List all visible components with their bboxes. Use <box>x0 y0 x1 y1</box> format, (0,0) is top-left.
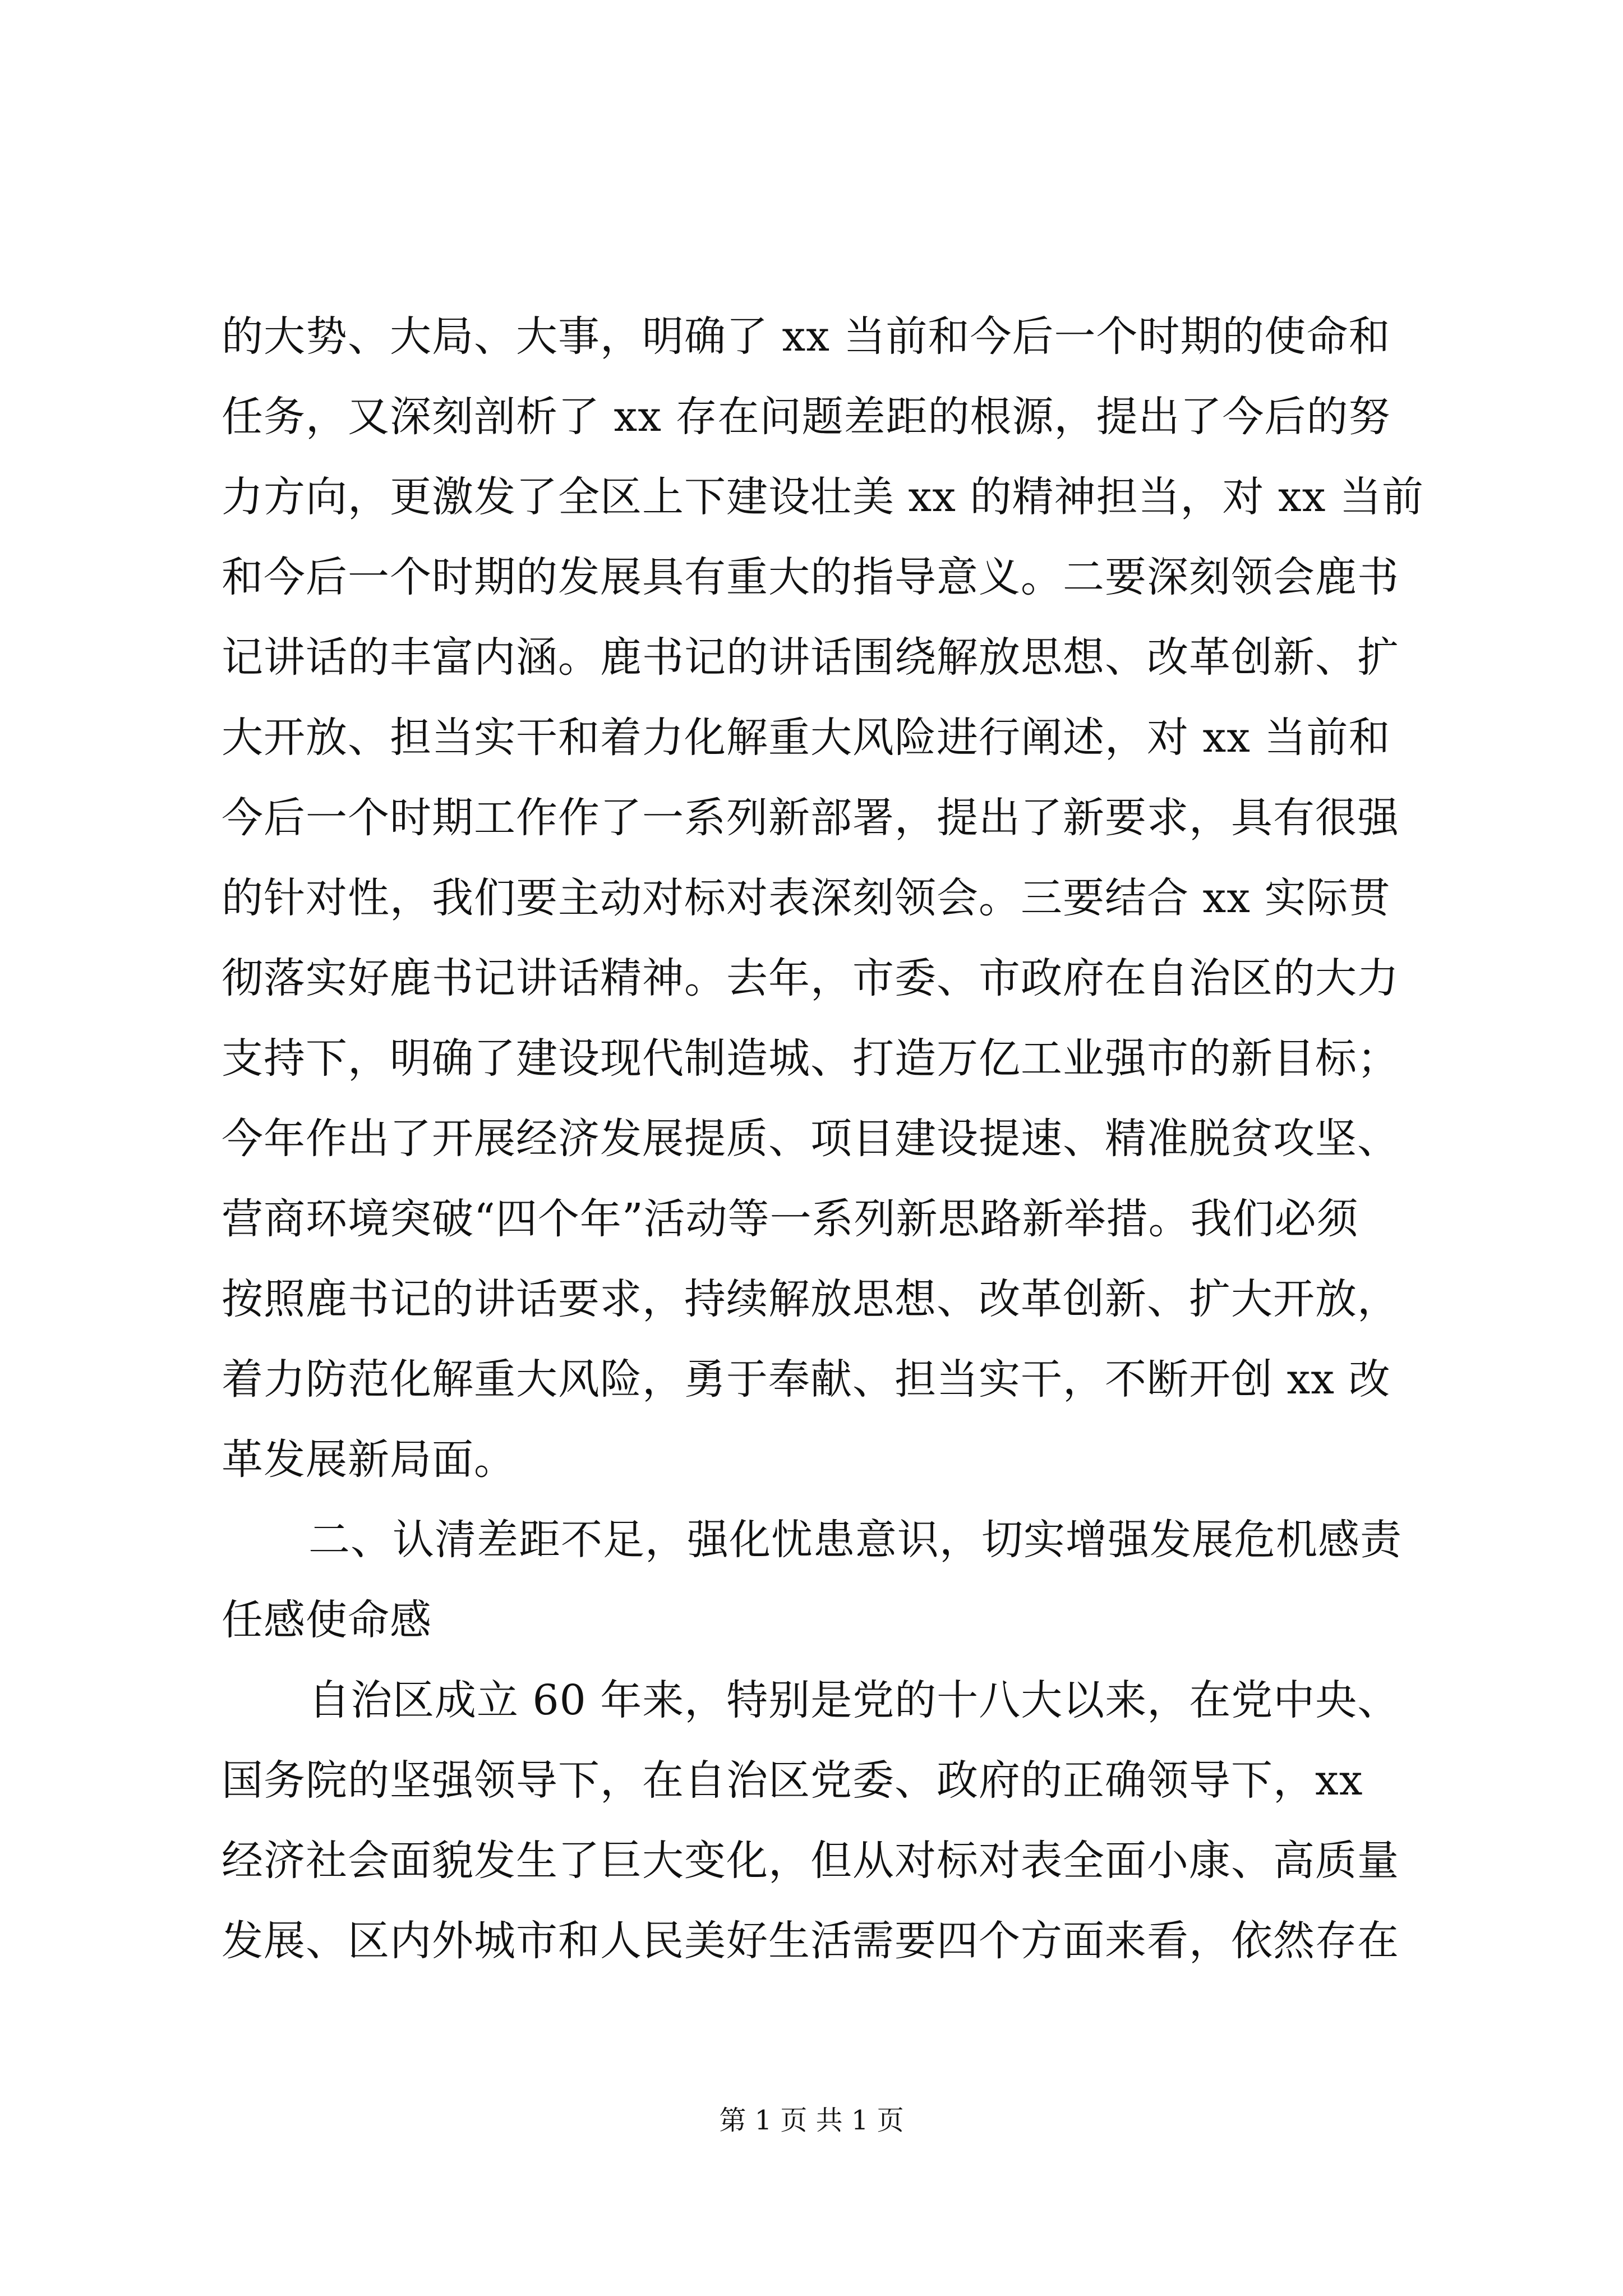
text-line: 革发展新局面。 <box>222 1435 516 1484</box>
page-footer: 第 1 页 共 1 页 <box>719 2105 904 2136</box>
text-line: 的针对性，我们要主动对标对表深刻领会。三要结合 xx 实际贯 <box>222 874 1391 922</box>
text-line: 按照鹿书记的讲话要求，持续解放思想、改革创新、扩大开放， <box>222 1275 1399 1323</box>
section-heading-line: 任感使命感 <box>222 1596 432 1644</box>
text-line: 大开放、担当实干和着力化解重大风险进行阐述，对 xx 当前和 <box>222 714 1391 762</box>
text-line: 今年作出了开展经济发展提质、项目建设提速、精准脱贫攻坚、 <box>222 1115 1399 1163</box>
text-line: 记讲话的丰富内涵。鹿书记的讲话围绕解放思想、改革创新、扩 <box>222 633 1399 682</box>
text-line: 力方向，更激发了全区上下建设壮美 xx 的精神担当，对 xx 当前 <box>222 473 1424 521</box>
text-line: 彻落实好鹿书记讲话精神。去年，市委、市政府在自治区的大力 <box>222 954 1399 1002</box>
text-line: 今后一个时期工作作了一系列新部署，提出了新要求，具有很强 <box>222 794 1399 842</box>
text-line: 和今后一个时期的发展具有重大的指导意义。二要深刻领会鹿书 <box>222 553 1399 601</box>
text-line: 任务，又深刻剖析了 xx 存在问题差距的根源，提出了今后的努 <box>222 393 1391 441</box>
text-line: 的大势、大局、大事，明确了 xx 当前和今后一个时期的使命和 <box>222 312 1391 361</box>
section-heading-line: 二、认清差距不足，强化忧患意识，切实增强发展危机感责 <box>308 1516 1402 1564</box>
text-line: 发展、区内外城市和人民美好生活需要四个方面来看，依然存在 <box>222 1917 1399 1965</box>
text-line: 营商环境突破“四个年”活动等一系列新思路新举措。我们必须 <box>222 1195 1359 1243</box>
text-line: 经济社会面貌发生了巨大变化，但从对标对表全面小康、高质量 <box>222 1837 1399 1885</box>
text-line: 着力防范化解重大风险，勇于奉献、担当实干，不断开创 xx 改 <box>222 1355 1391 1404</box>
text-line: 国务院的坚强领导下，在自治区党委、政府的正确领导下，xx <box>222 1756 1363 1805</box>
text-line: 支持下，明确了建设现代制造城、打造万亿工业强市的新目标； <box>222 1034 1399 1083</box>
text-line: 自治区成立 60 年来，特别是党的十八大以来，在党中央、 <box>308 1676 1400 1724</box>
